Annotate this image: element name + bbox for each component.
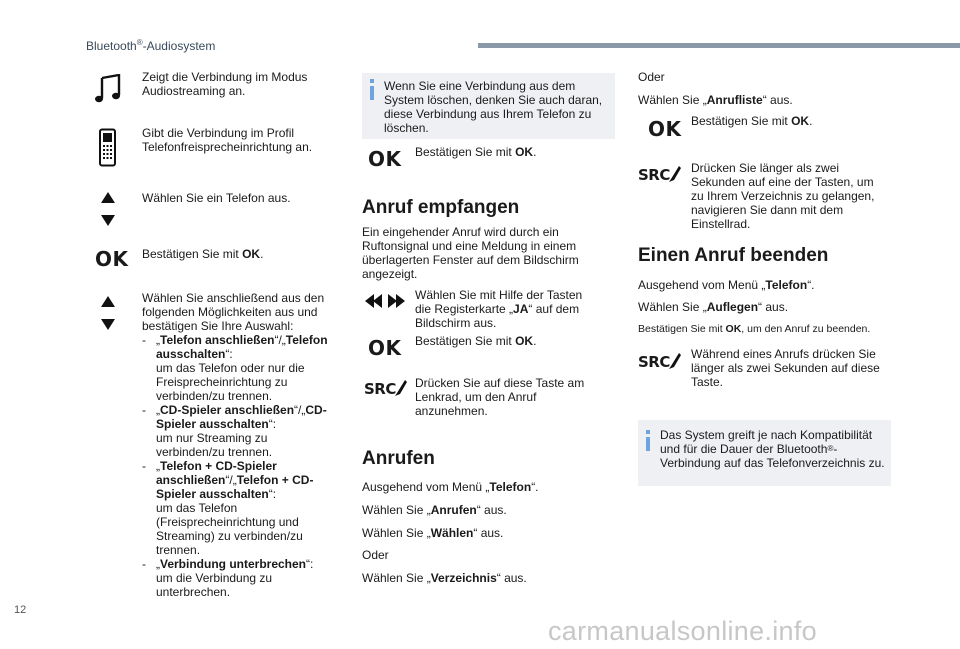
info-box xyxy=(638,420,891,486)
confirm-ok-text: Bestätigen Sie mit OK. xyxy=(415,334,537,348)
call-step-1: Ausgehend vom Menü „Telefon“. xyxy=(362,480,539,494)
page-number: 12 xyxy=(14,604,27,616)
call-or: Oder xyxy=(362,548,389,562)
up-down-arrows-icon xyxy=(100,296,116,332)
src-phone-icon: SRC xyxy=(364,379,408,399)
end-step-3: Bestätigen Sie mit OK, um den Anruf zu beenden. xyxy=(638,323,871,335)
select-phone-text: Wählen Sie ein Telefon aus. xyxy=(142,191,291,205)
music-note-icon xyxy=(94,74,122,104)
end-step-1: Ausgehend vom Menü „Telefon“. xyxy=(638,278,815,292)
ok-icon: OK xyxy=(368,336,402,360)
confirm-ok-text: Bestätigen Sie mit OK. xyxy=(142,247,264,261)
list-item: - „Telefon + CD-Spieler anschließen“/„Telefon + CD-Spieler ausschalten“: um das Telefon (Freisprecheinrichtung und Streaming) zu verbinden/zu trennen. xyxy=(142,459,334,557)
watermark: carmanualsonline.info xyxy=(548,616,817,646)
section-title: Bluetooth®-Audiosystem xyxy=(86,38,216,53)
end-press-text: Während eines Anrufs drücken Sie länger als zwei Sekunden auf diese Taste. xyxy=(691,347,880,389)
info-box xyxy=(362,73,615,139)
heading-end-call: Einen Anruf beenden xyxy=(638,245,829,266)
left-right-arrows-icon xyxy=(365,293,405,309)
ok-icon: OK xyxy=(648,117,682,141)
streaming-description: Zeigt die Verbindung im Modus Audiostreaming an. xyxy=(142,70,308,98)
header-rule xyxy=(478,43,960,48)
list-item: - „CD-Spieler anschließen“/„CD-Spieler ausschalten“: um nur Streaming zu verbinden/zu trennen. xyxy=(142,403,334,459)
heading-call: Anrufen xyxy=(362,448,435,469)
receive-paragraph: Ein eingehender Anruf wird durch ein Ruftonsignal und eine Meldung in einem überlagerten Fenster auf dem Bildschirm angezeigt. xyxy=(362,225,579,281)
src-phone-icon: SRC xyxy=(638,352,682,372)
call-step-2: Wählen Sie „Anrufen“ aus. xyxy=(362,503,507,517)
info-text: Das System greift je nach Kompatibilität und für die Dauer der Bluetooth®-Verbindung auf das Telefonverzeichnis zu. xyxy=(660,428,885,470)
info-icon xyxy=(370,79,374,83)
phone-icon xyxy=(97,128,119,168)
info-icon xyxy=(646,430,650,434)
heading-receive-call: Anruf empfangen xyxy=(362,197,520,218)
options-list xyxy=(142,333,334,599)
directory-instructions: Drücken Sie länger als zwei Sekunden auf eine der Tasten, um zu Ihrem Verzeichnis zu gelangen, navigieren Sie dann mit dem Einstellrad. xyxy=(691,161,875,231)
confirm-ok-text: Bestätigen Sie mit OK. xyxy=(691,114,813,128)
confirm-ok-text: Bestätigen Sie mit OK. xyxy=(415,145,537,159)
select-call-list: Wählen Sie „Anrufliste“ aus. xyxy=(638,93,793,107)
up-down-arrows-icon xyxy=(100,192,116,228)
option-list-block xyxy=(142,291,334,599)
list-item: - „Verbindung unterbrechen“: um die Verbindung zu unterbrechen. xyxy=(142,557,334,599)
call-step-3: Wählen Sie „Wählen“ aus. xyxy=(362,526,504,540)
call-step-4: Wählen Sie „Verzeichnis“ aus. xyxy=(362,571,527,585)
ok-icon: OK xyxy=(95,247,129,271)
handsfree-description: Gibt die Verbindung im Profil Telefonfreisprecheinrichtung an. xyxy=(142,126,313,154)
select-yes-text: Wählen Sie mit Hilfe der Tasten die Registerkarte „JA“ auf dem Bildschirm aus. xyxy=(415,288,583,330)
answer-call-text: Drücken Sie auf diese Taste am Lenkrad, um den Anruf anzunehmen. xyxy=(415,376,585,418)
end-step-2: Wählen Sie „Auflegen“ aus. xyxy=(638,300,789,314)
info-icon-bar xyxy=(646,437,650,451)
src-phone-icon: SRC xyxy=(638,165,682,185)
option-intro: Wählen Sie anschließend aus den folgenden Möglichkeiten aus und bestätigen Sie Ihre Auswahl: xyxy=(142,291,325,333)
info-icon-bar xyxy=(370,86,374,100)
info-text: Wenn Sie eine Verbindung aus dem System löschen, denken Sie auch daran, diese Verbindung aus Ihrem Telefon zu löschen. xyxy=(384,79,603,135)
or-text: Oder xyxy=(638,70,665,84)
list-item: - „Telefon anschließen“/„Telefon ausschalten“: um das Telefon oder nur die Freisprecheinrichtung zu verbinden/zu trennen. xyxy=(142,333,334,403)
ok-icon: OK xyxy=(368,147,402,171)
